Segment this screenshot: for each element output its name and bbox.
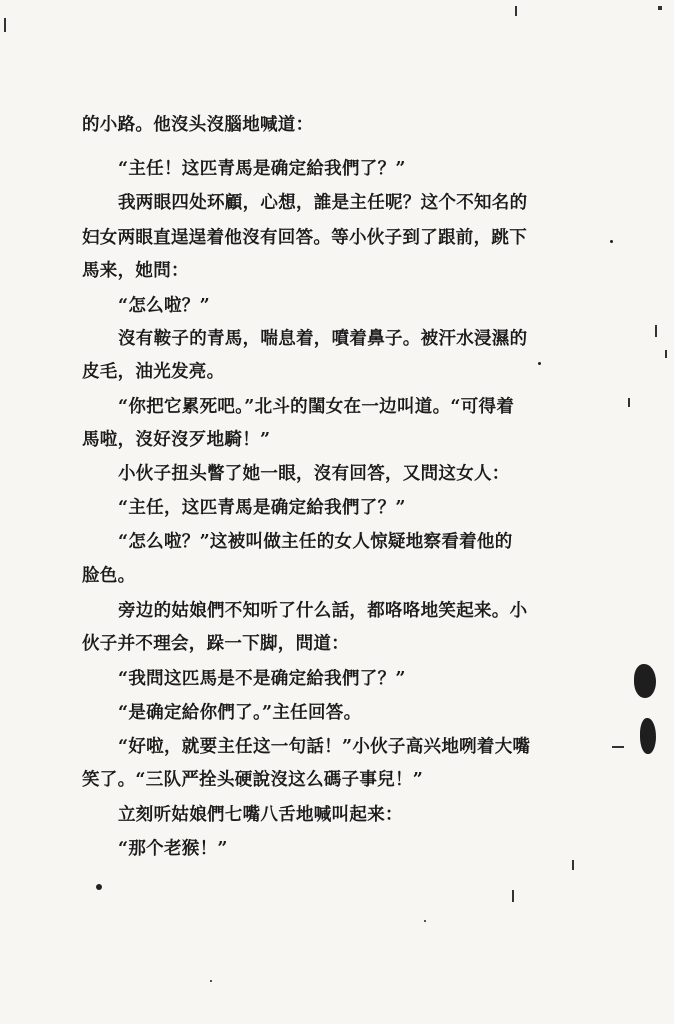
text-line: 馬啦，沒好沒歹地騎！” — [82, 430, 271, 450]
ink-blot — [640, 718, 656, 754]
scan-speck — [538, 362, 541, 365]
scan-speck — [4, 18, 6, 32]
text-line: 妇女两眼直逞逞着他沒有回答。等小伙子到了跟前，跳下 — [82, 228, 527, 248]
scan-speck — [665, 350, 667, 358]
text-line: “那个老猴！” — [118, 839, 228, 859]
scan-speck — [655, 325, 657, 337]
scan-speck — [424, 920, 426, 922]
text-line: “你把它累死吧。”北斗的閨女在一边叫道。“可得着 — [118, 397, 515, 417]
text-line: “是确定給你們了。”主任回答。 — [118, 703, 362, 723]
text-line: “主任！这匹青馬是确定給我們了？” — [118, 159, 406, 179]
text-line: 馬来，她問： — [82, 261, 189, 281]
ink-blot — [634, 664, 656, 698]
text-line: 立刻听姑娘們七嘴八舌地喊叫起来： — [118, 805, 403, 825]
scan-speck — [610, 240, 613, 243]
scan-speck — [572, 860, 574, 870]
scan-speck — [96, 884, 102, 890]
text-line: 伙子并不理会，跺一下脚，問道： — [82, 634, 349, 654]
text-line: “好啦，就要主任这一句話！”小伙子高兴地咧着大嘴 — [118, 737, 531, 757]
scan-speck — [210, 980, 212, 982]
text-line: 沒有鞍子的青馬，喘息着，噴着鼻子。被汗水浸濕的 — [118, 329, 528, 349]
text-line: 我两眼四处环顧，心想，誰是主任呢？这个不知名的 — [118, 193, 528, 213]
scan-speck — [612, 746, 624, 748]
text-line: “主任，这匹青馬是确定給我們了？” — [118, 498, 406, 518]
text-line: 笑了。“三队严拴头硬說沒这么碼子事兒！” — [82, 770, 424, 790]
scan-speck — [515, 6, 517, 16]
text-line: “怎么啦？”这被叫做主任的女人惊疑地察看着他的 — [118, 532, 513, 552]
text-line: 皮毛，油光发亮。 — [82, 362, 225, 382]
text-line: “我問这匹馬是不是确定給我們了？” — [118, 669, 406, 689]
text-line: 脸色。 — [82, 566, 136, 586]
scan-speck — [628, 398, 630, 407]
text-line: 的小路。他沒头沒腦地喊道： — [82, 115, 314, 135]
text-line: 旁边的姑娘們不知听了什么話，都咯咯地笑起来。小 — [118, 601, 528, 621]
scan-speck — [512, 890, 514, 902]
text-line: 小伙子扭头瞥了她一眼，沒有回答，又問这女人： — [118, 464, 510, 484]
scan-speck — [658, 6, 662, 10]
text-line: “怎么啦？” — [118, 296, 210, 316]
